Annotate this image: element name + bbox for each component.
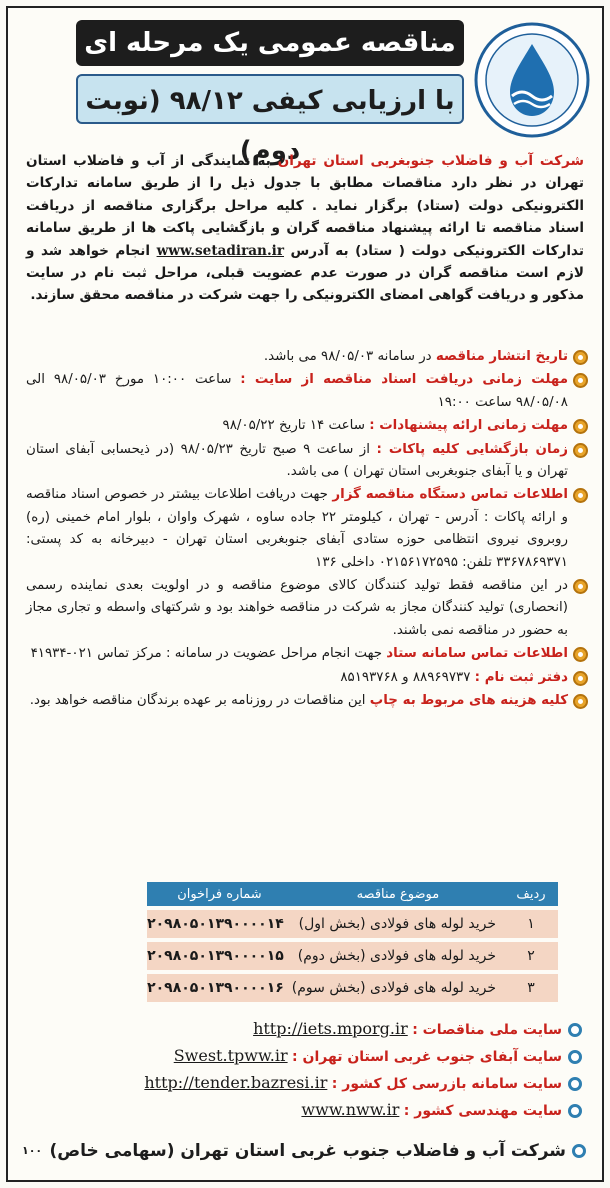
site-link[interactable]: http://tender.bazresi.ir: [144, 1073, 328, 1092]
footer-company: [22, 1136, 588, 1166]
setad-link[interactable]: www.setadiran.ir: [156, 242, 285, 259]
details-list: [26, 346, 590, 714]
site-link[interactable]: www.nww.ir: [301, 1100, 400, 1119]
bullet-icon: [573, 579, 588, 594]
col-header-subject: موضوع مناقصه: [292, 882, 504, 906]
list-item: دفتر ثبت نام : ۸۸۹۶۹۷۳۷ و ۸۵۱۹۳۷۶۸: [26, 667, 590, 689]
list-item: اطلاعات تماس سامانه ستاد جهت انجام مراحل عضویت در سامانه : مرکز تماس ۰۲۱-۴۱۹۳۴: [26, 643, 590, 665]
ring-bullet-icon: [572, 1144, 586, 1158]
notice-title: مناقصه عمومی یک مرحله ای: [76, 20, 464, 66]
table-row: ۲ خرید لوله های فولادی (بخش دوم) ۲۰۹۸۰۵۰۱۳۹۰۰۰۰۱۵: [147, 942, 558, 970]
bullet-icon: [573, 488, 588, 503]
intro-text-2: انجام خواهد شد و لازم است مناقصه گران در صورت عدم عضویت قبلی، مراحل ثبت نام در سایت مذکور و دریافت گواهی امضای الکترونیکی را جهت شرکت در مناقصه محقق سازند.: [26, 242, 584, 304]
site-item: سایت آبفای جنوب غربی استان تهران : Swest.tpww.ir: [48, 1043, 584, 1070]
bullet-icon: [573, 443, 588, 458]
bullet-icon: [573, 350, 588, 365]
tenders-table: [147, 878, 558, 1006]
list-item: در این مناقصه فقط تولید کنندگان کالای موضوع مناقصه و در اولویت بعدی نماینده رسمی (انحصاری) تولید کنندگان مجاز به شرکت در مناقصه خواهند بود و شرکتهای واسطه و تجاری مجاز به حضور در مناقصه نمی باشند.: [26, 575, 590, 642]
col-header-call-no: شماره فراخوان: [147, 882, 292, 906]
list-item: زمان بازگشایی کلیه پاکات : از ساعت ۹ صبح تاریخ ۹۸/۰۵/۲۳ (در ذیحسابی آبفای استان تهران و یا آبفای جنوبغربی استان تهران ) می باشد.: [26, 439, 590, 484]
table-row: ۱ خرید لوله های فولادی (بخش اول) ۲۰۹۸۰۵۰۱۳۹۰۰۰۰۱۴: [147, 910, 558, 938]
bullet-icon: [573, 694, 588, 709]
ring-bullet-icon: [568, 1077, 582, 1091]
list-item: مهلت زمانی دریافت اسناد مناقصه از سایت : ساعت ۱۰:۰۰ مورخ ۹۸/۰۵/۰۳ الی ۹۸/۰۵/۰۸ ساعت ۱۹:۰۰: [26, 369, 590, 414]
site-item: سایت مهندسی کشور : www.nww.ir: [48, 1097, 584, 1124]
footer-company-name: شرکت آب و فاضلاب جنوب غربی استان تهران (سهامی خاص): [49, 1141, 566, 1161]
footer-number: ۱۰۰: [22, 1144, 43, 1157]
list-item: اطلاعات تماس دستگاه مناقصه گزار جهت دریافت اطلاعات بیشتر در خصوص اسناد مناقصه و ارائه پاکات : آدرس - تهران ، کیلومتر ۲۲ جاده ساوه ، شهرک واوان ، بلوار امام خمینی (ره) روبروی نیروی انتظامی حوزه ستادی آبفای جنوبغربی استان تهران - دبیرخانه به کد پستی: ۳۳۶۷۸۶۹۳۷۱ تلفن: ۰۲۱۵۶۱۷۲۵۹۵ داخلی ۱۳۶: [26, 484, 590, 574]
list-item: کلیه هزینه های مربوط به چاپ این مناقصات در روزنامه بر عهده برندگان مناقصه خواهد بود.: [26, 690, 590, 712]
websites-list: [48, 1016, 584, 1124]
site-item: سایت سامانه بازرسی کل کشور : http://tender.bazresi.ir: [48, 1070, 584, 1097]
site-link[interactable]: http://iets.mporg.ir: [253, 1019, 408, 1038]
table-row: ۳ خرید لوله های فولادی (بخش سوم) ۲۰۹۸۰۵۰۱۳۹۰۰۰۰۱۶: [147, 974, 558, 1002]
bullet-icon: [573, 647, 588, 662]
water-drop-logo-icon: [470, 18, 594, 142]
site-item: سایت ملی مناقصات : http://iets.mporg.ir: [48, 1016, 584, 1043]
site-link[interactable]: Swest.tpww.ir: [173, 1046, 288, 1065]
bullet-icon: [573, 671, 588, 686]
notice-page: [6, 6, 604, 1182]
bullet-icon: [573, 373, 588, 388]
ring-bullet-icon: [568, 1023, 582, 1037]
list-item: تاریخ انتشار مناقصه در سامانه ۹۸/۰۵/۰۳ می باشد.: [26, 346, 590, 368]
notice-subtitle: با ارزیابی کیفی ۹۸/۱۲ (نوبت دوم): [76, 74, 464, 124]
bullet-icon: [573, 419, 588, 434]
table-header-row: [147, 882, 558, 906]
intro-text-1: به نمایندگی از آب و فاضلاب استان تهران در نظر دارد مناقصات مطابق با جدول ذیل را از طریق سامانه تدارکات الکترونیکی دولت (ستاد) برگزار نماید . کلیه مراحل برگزاری مناقصه از دریافت اسناد مناقصه تا ارائه پیشنهاد مناقصه گران و بازگشایی پاکت ها از طریق سامانه تدارکات الکترونیکی دولت ( ستاد) به آدرس: [26, 153, 584, 259]
intro-paragraph: [26, 150, 584, 307]
intro-company: شرکت آب و فاضلاب جنوبغربی استان تهران: [277, 153, 585, 169]
list-item: مهلت زمانی ارائه پیشنهادات : ساعت ۱۴ تاریخ ۹۸/۰۵/۲۲: [26, 415, 590, 437]
col-header-row-no: ردیف: [504, 882, 558, 906]
ring-bullet-icon: [568, 1050, 582, 1064]
ring-bullet-icon: [568, 1104, 582, 1118]
